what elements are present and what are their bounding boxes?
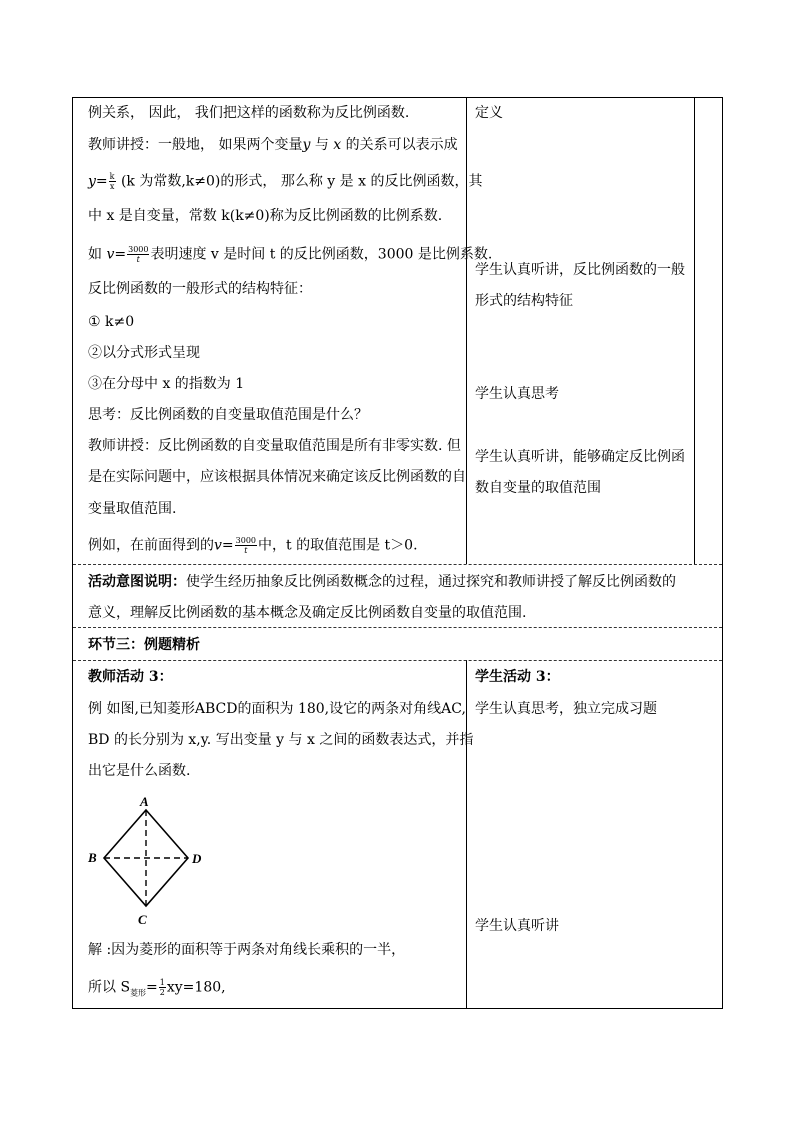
student-activity-heading: 学生活动 3： <box>475 669 560 685</box>
student-note: 学生认真思考 <box>475 386 559 402</box>
paragraph: 反比例函数的一般形式的结构特征： <box>88 281 312 297</box>
row-divider <box>73 660 722 661</box>
example-line: BD 的长分别为 x,y. 写出变量 y 与 x 之间的函数表达式，并指 <box>88 732 474 748</box>
table-right-border <box>722 97 723 1009</box>
paragraph: ②以分式形式呈现 <box>88 345 200 361</box>
vertex-label-c: C <box>138 912 147 927</box>
paragraph: 思考：反比例函数的自变量取值范围是什么？ <box>88 407 368 423</box>
vertex-label-b: B <box>88 850 97 865</box>
fraction: $\frac{k}{x}$ <box>109 172 115 191</box>
teacher-activity-heading: 教师活动 3： <box>88 669 173 685</box>
column-divider-top <box>466 97 467 564</box>
student-note: 学生认真听讲 <box>475 918 559 934</box>
paragraph: 变量取值范围. <box>88 501 177 517</box>
example-line: 例 如图,已知菱形ABCD的面积为 180,设它的两条对角线AC, <box>88 701 466 717</box>
student-note: 定义 <box>475 105 503 121</box>
solution-line: 解 :因为菱形的面积等于两条对角线长乘积的一半， <box>88 942 406 958</box>
fraction: $\frac{3000}{t}$ <box>235 536 257 555</box>
vertex-label-d: D <box>192 851 202 866</box>
column-divider-bottom <box>466 660 467 1008</box>
fraction: $\frac{1}{2}$ <box>159 978 165 997</box>
student-note: 学生认真听讲，反比例函数的一般 <box>475 262 685 278</box>
intent-line: 活动意图说明：使学生经历抽象反比例函数概念的过程，通过探究和教师讲授了解反比例函数的 <box>88 574 676 590</box>
table-left-border <box>72 97 73 1009</box>
table-bottom-border <box>72 1008 723 1009</box>
paragraph: y= $\frac{k}{x}$ (k 为常数,k≠0)的形式， 那么称 y 是 x 的反比例函数，其 <box>88 172 483 191</box>
paragraph: 教师讲授：反比例函数的自变量取值范围是所有非零实数. 但 <box>88 438 461 454</box>
paragraph: 如 v= $\frac{3000}{t}$表明速度 v 是时间 t 的反比例函数，3000 是比例系数. <box>88 245 493 264</box>
student-note: 形式的结构特征 <box>475 293 573 309</box>
student-note: 数自变量的取值范围 <box>475 480 601 496</box>
row-divider <box>73 627 722 628</box>
paragraph: 例如，在前面得到的v= $\frac{3000}{t}$中，t 的取值范围是 t＞0. <box>88 536 418 555</box>
table-top-border <box>72 97 723 98</box>
fraction: $\frac{3000}{t}$ <box>128 245 149 264</box>
row-divider <box>73 564 722 565</box>
section-title: 环节三：例题精析 <box>88 637 200 653</box>
paragraph: 教师讲授：一般地， 如果两个变量y 与 x 的关系可以表示成 <box>88 137 458 153</box>
paragraph: ① k≠0 <box>88 314 135 330</box>
rhombus-figure <box>82 792 212 932</box>
student-note: 学生认真思考，独立完成习题 <box>475 701 657 717</box>
solution-line: 所以 $S_{菱形}=$ $\frac{1}{2}$ xy=180, <box>88 978 226 998</box>
student-note: 学生认真听讲，能够确定反比例函 <box>475 449 685 465</box>
paragraph: 例关系， 因此， 我们把这样的函数称为反比例函数. <box>88 105 410 121</box>
column-divider-right <box>694 97 695 564</box>
paragraph: 是在实际问题中，应该根据具体情况来确定该反比例函数的自 <box>88 469 466 485</box>
example-line: 出它是什么函数. <box>88 763 191 779</box>
paragraph: ③在分母中 x 的指数为 1 <box>88 376 245 392</box>
vertex-label-a: A <box>140 794 149 809</box>
paragraph: 中 x 是自变量，常数 k(k≠0)称为反比例函数的比例系数. <box>88 208 443 224</box>
intent-line: 意义，理解反比例函数的基本概念及确定反比例函数自变量的取值范围. <box>88 605 527 621</box>
